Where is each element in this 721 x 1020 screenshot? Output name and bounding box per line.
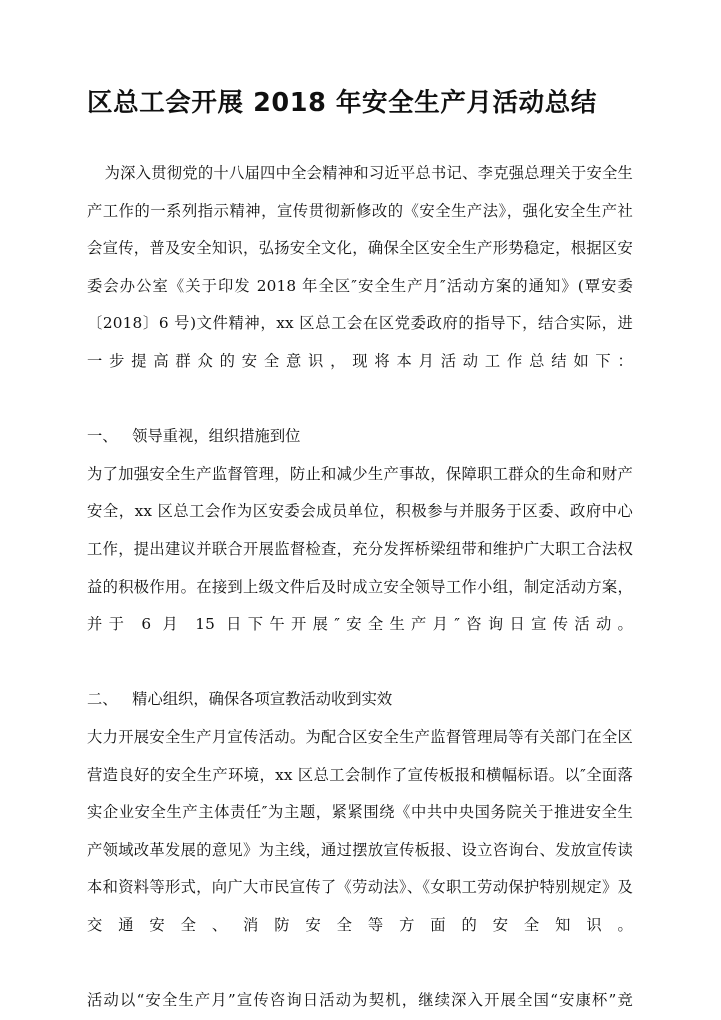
section-one-number: 一、 [87,427,118,446]
section-one-title: 领导重视，组织措施到位 [132,427,301,446]
document-body [87,0,633,1020]
section-two-title: 精心组织，确保各项宣教活动收到实效 [132,690,393,709]
section-two-body-first: 大力开展安全生产月宣传活动。为配合区安全生产监督管理局等有关部门在全区营造良好的安全生产环境，xx 区总工会制作了宣传板报和横幅标语。以″全面落实企业安全生产主体责任″为主题，紧紧围绕《中共中央国务院关于推进安全生产领域改革发展的意见》为主线，通过摆放宣传板报、设立咨询台、发放宣传读本和资料等形式，向广大市民宣传了《劳动法》、《女职工劳动保护特别规定》及交通安全、消防安全等方面的安全知识。 [87,727,633,934]
section-two-heading [87,681,633,719]
intro-paragraph: 为深入贯彻党的十八届四中全会精神和习近平总书记、李克强总理关于安全生产工作的一系列指示精神，宣传贯彻新修改的《安全生产法》，强化安全生产社会宣传，普及安全知识，弘扬安全文化，确保全区安全生产形势稳定，根据区安委会办公室《关于印发 2018 年全区″安全生产月″活动方案的通知》(覃安委〔2018〕6 号)文件精神，xx 区总工会在区党委政府的指导下，结合实际，进一步提高群众的安全意识，现将本月活动工作总结如下： [87,164,633,370]
section-one-body: 为了加强安全生产监督管理，防止和减少生产事故，保障职工群众的生命和财产安全，xx 区总工会作为区安委会成员单位，积极参与并服务于区委、政府中心工作，提出建议并联合开展监督检查，充分发挥桥梁纽带和维护广大职工合法权益的积极作用。在接到上级文件后及时成立安全领导工作小组，制定活动方案，并于 6 月 15 日下午开展″安全生产月″咨询日宣传活动。 [87,464,633,634]
section-two-body-second: 活动以“安全生产月”宣传咨询日活动为契机，继续深入开展全国“安康杯”竞 [87,991,633,1010]
section-one-heading [87,418,633,456]
section-two-number: 二、 [87,690,118,709]
page-title: 区总工会开展 2018 年安全生产月活动总结 [87,88,597,118]
